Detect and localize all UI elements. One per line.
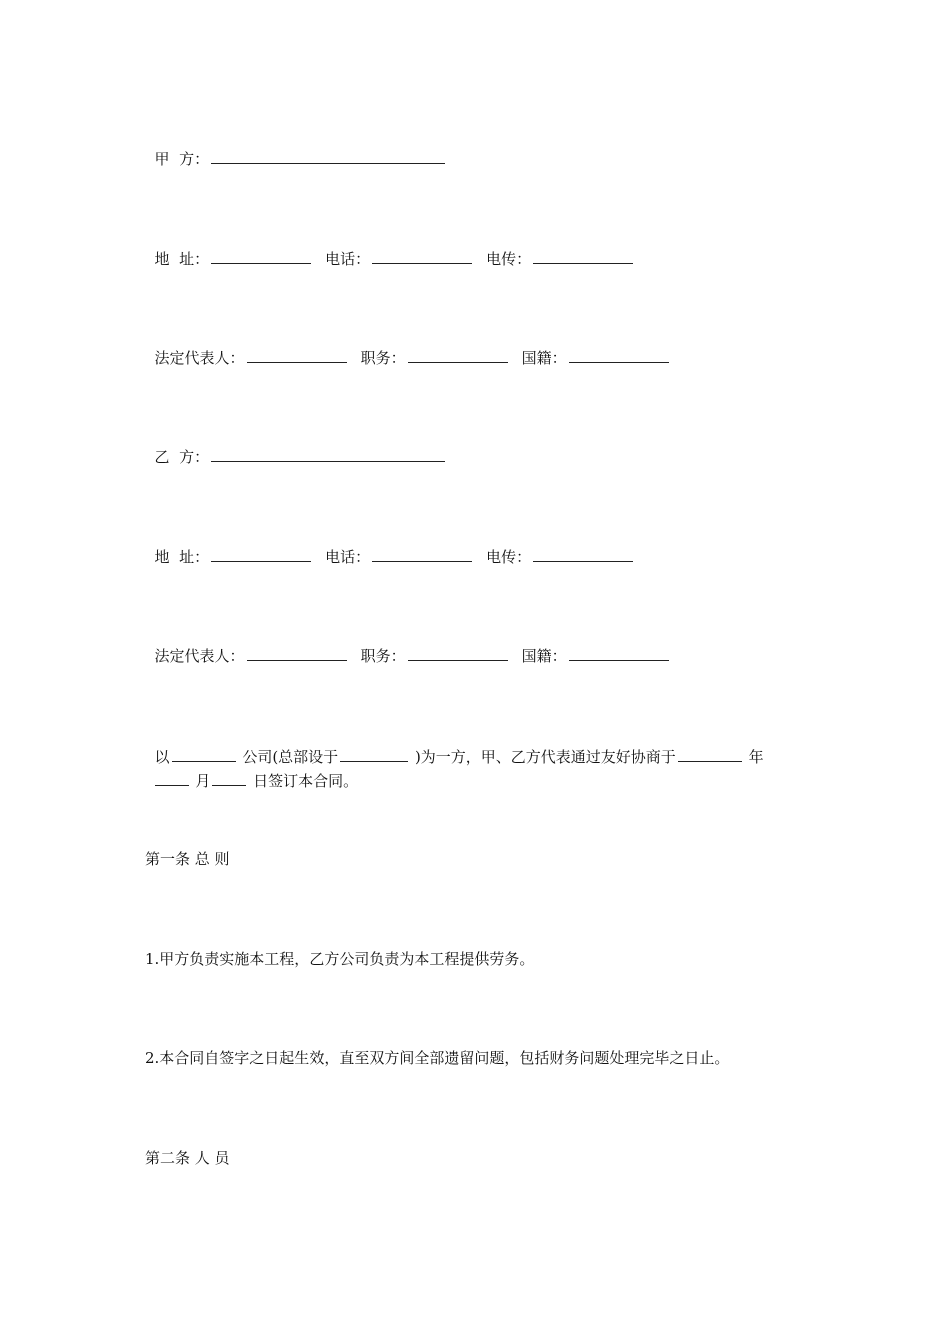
party-a-phone-label: 电话： (325, 250, 371, 268)
intro-text-1: 以 (154, 748, 170, 766)
party-a-nationality-blank[interactable] (569, 347, 669, 363)
intro-text-6: 日签订本合同。 (248, 772, 359, 790)
intro-text-5: 月 (190, 772, 211, 790)
party-a-label: 甲 方： (154, 150, 210, 168)
article-1-item-2: 2.本合同自签字之日起生效，直至双方间全部遗留问题，包括财务问题处理完毕之日止。 (145, 1049, 730, 1067)
party-a-nationality-label: 国籍： (521, 349, 567, 367)
party-a-phone-blank[interactable] (372, 248, 472, 264)
party-b-contact-line (145, 526, 635, 567)
party-a-address-label: 地 址： (154, 250, 210, 268)
party-a-name-blank[interactable] (211, 148, 445, 164)
party-a-rep-label: 法定代表人： (154, 349, 245, 367)
month-blank[interactable] (155, 770, 189, 786)
party-a-rep-line (145, 327, 671, 368)
year-blank[interactable] (678, 746, 742, 762)
party-b-title-label: 职务： (360, 647, 406, 665)
party-b-nationality-label: 国籍： (521, 647, 567, 665)
article-1-heading: 第一条 总 则 (145, 850, 230, 868)
party-b-phone-label: 电话： (325, 548, 371, 566)
intro-text-2: 公司(总部设于 (237, 748, 339, 766)
intro-text-3: )为一方，甲、乙方代表通过友好协商于 (410, 748, 676, 766)
intro-line-2 (145, 750, 358, 791)
party-b-fax-label: 电传： (486, 548, 532, 566)
party-b-fax-blank[interactable] (533, 546, 633, 562)
party-a-line (145, 128, 447, 169)
party-a-fax-blank[interactable] (533, 248, 633, 264)
party-a-rep-blank[interactable] (247, 347, 347, 363)
party-a-contact-line (145, 228, 635, 269)
intro-text-4: 年 (743, 748, 764, 766)
party-a-title-label: 职务： (360, 349, 406, 367)
party-a-address-blank[interactable] (211, 248, 311, 264)
party-a-title-blank[interactable] (408, 347, 508, 363)
party-b-line (145, 426, 447, 467)
party-b-name-blank[interactable] (211, 446, 445, 462)
party-b-rep-label: 法定代表人： (154, 647, 245, 665)
day-blank[interactable] (212, 770, 246, 786)
party-b-address-label: 地 址： (154, 548, 210, 566)
party-a-fax-label: 电传： (486, 250, 532, 268)
party-b-rep-line (145, 625, 671, 666)
article-1-item-1: 1.甲方负责实施本工程，乙方公司负责为本工程提供劳务。 (145, 950, 535, 968)
party-b-rep-blank[interactable] (247, 645, 347, 661)
party-b-nationality-blank[interactable] (569, 645, 669, 661)
party-b-title-blank[interactable] (408, 645, 508, 661)
party-b-label: 乙 方： (154, 448, 210, 466)
party-b-address-blank[interactable] (211, 546, 311, 562)
article-2-heading: 第二条 人 员 (145, 1149, 230, 1167)
party-b-phone-blank[interactable] (372, 546, 472, 562)
